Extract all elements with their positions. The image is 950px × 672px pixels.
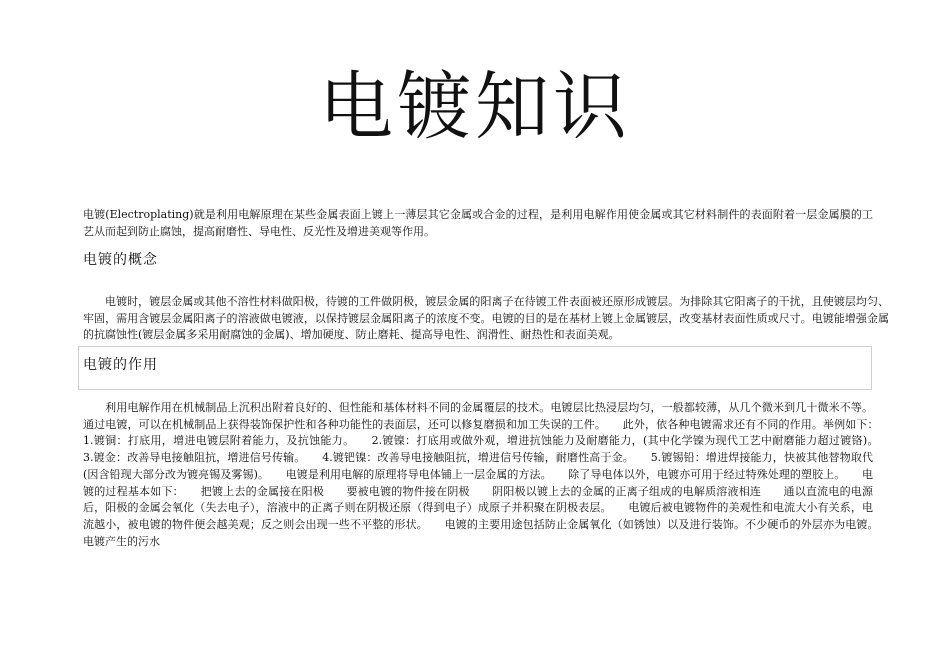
- concept-body-text: 电镀时，镀层金属或其他不溶性材料做阳极，待镀的工件做阴极，镀层金属的阳离子在待镀工件表面被还原形成镀层。为排除其它阳离子的干扰，且使镀层均匀、牢固，需用含镀层金属阳离子的溶液做电镀液，以保持镀层金属阳离子的浓度不变。电镀的目的是在基材上镀上金属镀层，改变基材表面性质或尺寸。电镀能增强金属的抗腐蚀性(镀层金属多采用耐腐蚀的金属)、增加硬度、防止磨耗、提高导电性、润滑性、耐热性和表面美观。: [83, 295, 889, 342]
- section-heading-usage: 电镀的作用: [83, 357, 158, 373]
- heading-frame: [78, 346, 872, 390]
- section-heading-concept: 电镀的概念: [83, 252, 158, 268]
- intro-paragraph: 电镀(Electroplating)就是利用电解原理在某些金属表面上镀上一薄层其它金属或合金的过程，是利用电解作用使金属或其它材料制件的表面附着一层金属膜的工艺从而起到防止腐蚀，提高耐磨性、导电性、反光性及增进美观等作用。: [83, 208, 873, 238]
- concept-paragraph: [83, 294, 889, 344]
- usage-paragraph: [83, 400, 895, 550]
- document-title: 电镀知识: [319, 64, 631, 150]
- usage-body-text: 利用电解作用在机械制品上沉积出附着良好的、但性能和基体材料不同的金属覆层的技术。电镀层比热浸层均匀，一般都较薄，从几个微米到几十微米不等。通过电镀，可以在机械制品上获得装饰保护性和各种功能性的表面层，还可以修复磨损和加工失误的工件。 此外，依各种电镀需求还有不同的作用。举例如下： 1.镀铜：打底用，增进电镀层附着能力，及抗蚀能力。 2.镀镍：打底用或做外观，增进抗蚀能力及耐磨能力，(其中化学镍为现代工艺中耐磨能力超过镀铬)。 3.镀金：改善导电接触阻抗，增进信号传输。 4.镀钯镍：改善导电接触阻抗，增进信号传输，耐磨性高于金。 5.镀锡铅：增进焊接能力，快被其他替物取代(因含铅现大部分改为镀亮锡及雾锡)。 电镀是利用电解的原理将导电体铺上一层金属的方法。 除了导电体以外，电镀亦可用于经过特殊处理的塑胶上。 电镀的过程基本如下： 把镀上去的金属接在阳极 要被电镀的物件接在阴极 阴阳极以镀上去的金属的正离子组成的电解质溶液相连 通以直流电的电源后，阳极的金属会氧化（失去电子），溶液中的正离子则在阴极还原（得到电子）成原子并积聚在阴极表层。 电镀后被电镀物件的美观性和电流大小有关系，电流越小，被电镀的物件便会越美观；反之则会出现一些不平整的形状。 电镀的主要用途包括防止金属氧化（如锈蚀）以及进行装饰。不少硬币的外层亦为电镀。 电镀产生的污水: [83, 401, 895, 548]
